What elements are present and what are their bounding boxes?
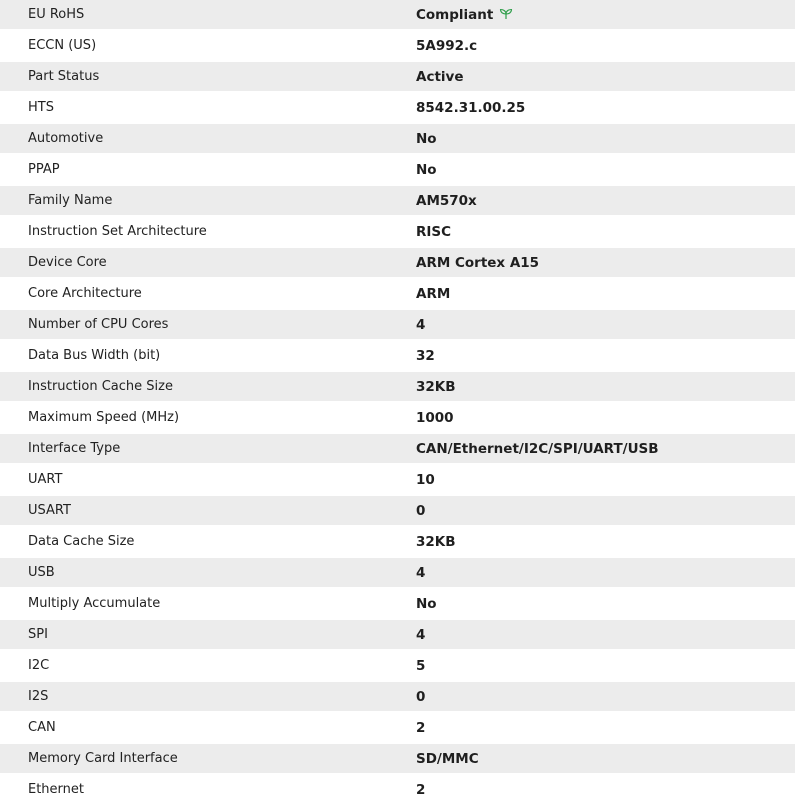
spec-label: Interface Type [0, 433, 416, 464]
spec-label: Memory Card Interface [0, 743, 416, 774]
spec-value: 8542.31.00.25 [416, 99, 526, 116]
spec-value: 1000 [416, 409, 454, 426]
spec-value: No [416, 130, 437, 147]
spec-label: SPI [0, 619, 416, 650]
spec-value: CAN/Ethernet/I2C/SPI/UART/USB [416, 440, 659, 457]
spec-row [0, 30, 795, 61]
spec-value-cell [416, 154, 795, 185]
spec-value-cell [416, 123, 795, 154]
spec-value: RISC [416, 223, 452, 240]
spec-label: Part Status [0, 61, 416, 92]
spec-value: 4 [416, 564, 426, 581]
spec-label: Number of CPU Cores [0, 309, 416, 340]
spec-label: Ethernet [0, 774, 416, 805]
spec-value: Active [416, 68, 464, 85]
spec-value-cell [416, 402, 795, 433]
spec-row [0, 495, 795, 526]
spec-value-cell [416, 619, 795, 650]
spec-value-cell [416, 681, 795, 712]
spec-value-cell [416, 61, 795, 92]
spec-value-cell [416, 557, 795, 588]
spec-row [0, 92, 795, 123]
spec-row [0, 464, 795, 495]
spec-value: 32KB [416, 533, 456, 550]
spec-value: 4 [416, 316, 426, 333]
spec-row [0, 185, 795, 216]
spec-value: AM570x [416, 192, 477, 209]
spec-value-cell [416, 247, 795, 278]
spec-label: Multiply Accumulate [0, 588, 416, 619]
spec-value-cell [416, 216, 795, 247]
spec-label: Family Name [0, 185, 416, 216]
spec-value-cell [416, 774, 795, 805]
spec-label: Instruction Cache Size [0, 371, 416, 402]
spec-value-cell [416, 185, 795, 216]
spec-row [0, 743, 795, 774]
spec-row [0, 402, 795, 433]
spec-label: EU RoHS [0, 0, 416, 30]
spec-label: Data Cache Size [0, 526, 416, 557]
spec-label: UART [0, 464, 416, 495]
spec-row [0, 681, 795, 712]
spec-value: 0 [416, 502, 426, 519]
spec-value: ARM Cortex A15 [416, 254, 540, 271]
spec-row [0, 619, 795, 650]
spec-value-cell [416, 495, 795, 526]
spec-row [0, 309, 795, 340]
spec-label: Data Bus Width (bit) [0, 340, 416, 371]
spec-label: I2S [0, 681, 416, 712]
spec-label: Core Architecture [0, 278, 416, 309]
spec-value: No [416, 595, 437, 612]
spec-row [0, 154, 795, 185]
spec-label: PPAP [0, 154, 416, 185]
leaf-icon [499, 8, 513, 20]
spec-label: ECCN (US) [0, 30, 416, 61]
spec-value: SD/MMC [416, 750, 479, 767]
spec-value: 2 [416, 781, 426, 798]
spec-value-cell [416, 309, 795, 340]
spec-label: Maximum Speed (MHz) [0, 402, 416, 433]
spec-value-cell [416, 712, 795, 743]
spec-label: Automotive [0, 123, 416, 154]
spec-row [0, 340, 795, 371]
spec-value-cell [416, 278, 795, 309]
spec-row [0, 61, 795, 92]
spec-value-cell [416, 340, 795, 371]
spec-value-cell [416, 30, 795, 61]
spec-value-cell [416, 0, 795, 30]
spec-value-cell [416, 526, 795, 557]
spec-value: 0 [416, 688, 426, 705]
spec-value: 32KB [416, 378, 456, 395]
spec-row [0, 588, 795, 619]
spec-label: HTS [0, 92, 416, 123]
spec-row [0, 0, 795, 30]
spec-value-cell [416, 588, 795, 619]
spec-value: ARM [416, 285, 451, 302]
spec-row [0, 526, 795, 557]
spec-row [0, 557, 795, 588]
spec-label: CAN [0, 712, 416, 743]
spec-value-cell [416, 92, 795, 123]
spec-value: 32 [416, 347, 435, 364]
spec-value: 5A992.c [416, 37, 478, 54]
spec-label: USB [0, 557, 416, 588]
spec-label: I2C [0, 650, 416, 681]
spec-row [0, 216, 795, 247]
spec-value-cell [416, 650, 795, 681]
spec-row [0, 278, 795, 309]
spec-value: 10 [416, 471, 435, 488]
spec-value-cell [416, 433, 795, 464]
spec-label: Device Core [0, 247, 416, 278]
spec-row [0, 123, 795, 154]
spec-value: 4 [416, 626, 426, 643]
spec-value: No [416, 161, 437, 178]
spec-row [0, 247, 795, 278]
spec-value: Compliant [416, 6, 494, 23]
spec-row [0, 650, 795, 681]
spec-value-cell [416, 464, 795, 495]
spec-value: 5 [416, 657, 426, 674]
spec-label: USART [0, 495, 416, 526]
spec-row [0, 712, 795, 743]
spec-value: 2 [416, 719, 426, 736]
spec-row [0, 774, 795, 805]
spec-value-cell [416, 371, 795, 402]
spec-label: Instruction Set Architecture [0, 216, 416, 247]
spec-value-cell [416, 743, 795, 774]
spec-row [0, 371, 795, 402]
spec-row [0, 433, 795, 464]
